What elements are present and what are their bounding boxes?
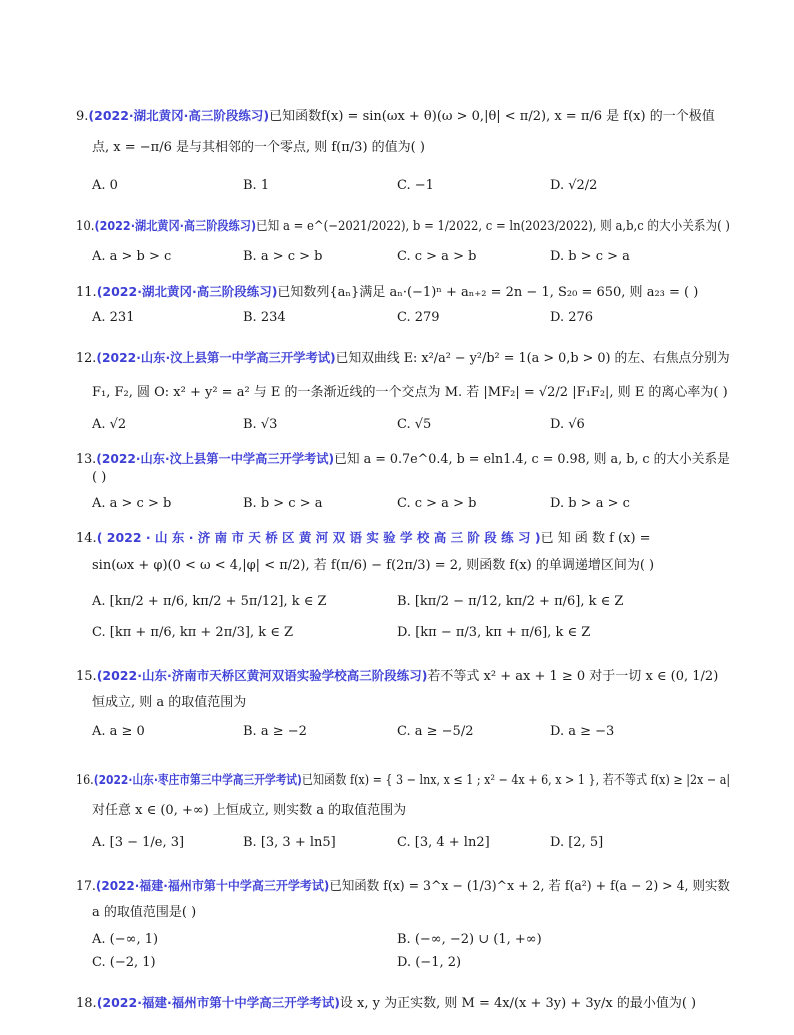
question-source: (2022·山东·枣庄市第三中学高三开学考试) [93, 772, 302, 787]
option-d: D. a ≥ −3 [550, 724, 615, 739]
option-a: A. [3 − 1/e, 3] [92, 835, 185, 850]
option-d: D. b > a > c [550, 496, 630, 511]
option-a: A. a > b > c [92, 249, 172, 264]
question-9-line1 [76, 106, 715, 127]
question-18-line1 [76, 993, 696, 1014]
question-number: 14. [76, 531, 97, 546]
question-stem: 若不等式 x² + ax + 1 ≥ 0 对于一切 x ∈ (0, 1/2) [427, 669, 719, 684]
question-9-line2: 点, x = −π/6 是与其相邻的一个零点, 则 f(π/3) 的值为( ) [92, 140, 425, 155]
option-b: B. b > c > a [243, 496, 323, 511]
question-17-line2: a 的取值范围是( ) [92, 905, 197, 920]
option-a: A. √2 [92, 417, 127, 432]
question-source: (2022·福建·福州市第十中学高三开学考试) [95, 878, 330, 893]
question-14-line2: sin(ωx + φ)(0 < ω < 4,|φ| < π/2), 若 f(π/6) − f(2π/3) = 2, 则函数 f(x) 的单调递增区间为( ) [92, 558, 655, 573]
option-b: B. [3, 3 + ln5] [243, 835, 336, 850]
question-15-line2: 恒成立, 则 a 的取值范围为 [92, 695, 247, 710]
option-a: A. a ≥ 0 [92, 724, 145, 739]
question-number: 11. [76, 285, 97, 300]
question-stem: 已知函数 f(x) = { 3 − lnx, x ≤ 1 ; x² − 4x + 6, x > 1 }, 若不等式 f(x) ≥ |2x − a| [301, 773, 731, 788]
question-number: 10. [76, 219, 95, 234]
question-10-line1 [76, 216, 730, 237]
question-stem: 已 知 函 数 f (x) = [540, 531, 651, 546]
option-b: B. 234 [243, 310, 286, 325]
option-d: D. 276 [550, 310, 594, 325]
question-14-line1 [76, 528, 651, 549]
question-source: ( 2022 · 山 东 · 济 南 市 天 桥 区 黄 河 双 语 实 验 学 校 高 三 阶 段 练 习 ) [96, 530, 541, 545]
option-c: C. c > a > b [397, 249, 477, 264]
question-number: 12. [76, 351, 97, 366]
question-stem: 已知函数 f(x) = 3^x − (1/3)^x + 2, 若 f(a²) + f(a − 2) > 4, 则实数 [329, 879, 730, 894]
option-d: D. √6 [550, 417, 585, 432]
option-c: C. √5 [397, 417, 432, 432]
option-b: B. a > c > b [243, 249, 323, 264]
question-stem: 已知函数f(x) = sin(ωx + θ)(ω > 0,|θ| < π/2), x = π/6 是 f(x) 的一个极值 [269, 109, 715, 124]
option-a: A. (−∞, 1) [92, 932, 159, 947]
option-a: A. 0 [92, 178, 118, 193]
question-16-line1 [76, 770, 730, 791]
option-c: C. a ≥ −5/2 [397, 724, 474, 739]
question-source: (2022·湖北黄冈·高三阶段练习) [96, 284, 278, 299]
option-c: C. −1 [397, 178, 434, 193]
question-stem: 已知数列{aₙ}满足 aₙ·(−1)ⁿ + aₙ₊₂ = 2n − 1, S₂₀ = 650, 则 a₂₃ = ( ) [277, 285, 699, 300]
question-source: (2022·湖北黄冈·高三阶段练习) [88, 108, 270, 123]
question-number: 9. [76, 109, 89, 124]
option-a: A. 231 [92, 310, 135, 325]
option-c: C. c > a > b [397, 496, 477, 511]
question-number: 16. [76, 773, 94, 788]
question-number: 13. [76, 452, 97, 467]
question-13-line1 [76, 449, 730, 470]
option-d: D. [2, 5] [550, 835, 604, 850]
option-d: D. [kπ − π/3, kπ + π/6], k ∈ Z [397, 625, 591, 640]
question-17-line1 [76, 876, 730, 897]
question-11-line1 [76, 282, 698, 303]
option-c: C. [3, 4 + ln2] [397, 835, 490, 850]
question-source: (2022·山东·汶上县第一中学高三开学考试) [96, 451, 335, 466]
question-number: 17. [76, 879, 96, 894]
question-source: (2022·山东·济南市天桥区黄河双语实验学校高三阶段练习) [96, 668, 428, 683]
option-a: A. a > c > b [92, 496, 172, 511]
option-a: A. [kπ/2 + π/6, kπ/2 + 5π/12], k ∈ Z [92, 594, 327, 609]
option-b: B. [kπ/2 − π/12, kπ/2 + π/6], k ∈ Z [397, 594, 624, 609]
option-b: B. √3 [243, 417, 278, 432]
question-number: 15. [76, 669, 97, 684]
option-b: B. a ≥ −2 [243, 724, 307, 739]
question-12-line2: F₁, F₂, 圆 O: x² + y² = a² 与 E 的一条渐近线的一个交点为 M. 若 |MF₂| = √2/2 |F₁F₂|, 则 E 的离心率为( ) [92, 385, 728, 400]
question-stem: 已知 a = 0.7e^0.4, b = eln1.4, c = 0.98, 则 a, b, c 的大小关系是 [334, 452, 730, 467]
option-d: D. (−1, 2) [397, 955, 462, 970]
option-c: C. (−2, 1) [92, 955, 156, 970]
question-15-line1 [76, 666, 718, 687]
question-12-line1 [76, 348, 730, 369]
option-b: B. 1 [243, 178, 270, 193]
question-13-line2: ( ) [92, 470, 107, 485]
question-stem: 已知双曲线 E: x²/a² − y²/b² = 1(a > 0,b > 0) 的左、右焦点分别为 [335, 351, 730, 366]
option-c: C. 279 [397, 310, 440, 325]
question-16-line2: 对任意 x ∈ (0, +∞) 上恒成立, 则实数 a 的取值范围为 [92, 803, 407, 818]
question-source: (2022·湖北黄冈·高三阶段练习) [94, 218, 257, 233]
option-d: D. √2/2 [550, 178, 598, 193]
option-b: B. (−∞, −2) ∪ (1, +∞) [397, 932, 542, 947]
question-stem: 已知 a = e^(−2021/2022), b = 1/2022, c = ln(2023/2022), 则 a,b,c 的大小关系为( ) [256, 219, 730, 234]
question-number: 18. [76, 996, 97, 1011]
question-source: (2022·福建·福州市第十中学高三开学考试) [96, 995, 340, 1010]
question-stem: 设 x, y 为正实数, 则 M = 4x/(x + 3y) + 3y/x 的最小值为( ) [339, 996, 697, 1011]
question-source: (2022·山东·汶上县第一中学高三开学考试) [96, 350, 336, 365]
option-c: C. [kπ + π/6, kπ + 2π/3], k ∈ Z [92, 625, 294, 640]
option-d: D. b > c > a [550, 249, 630, 264]
